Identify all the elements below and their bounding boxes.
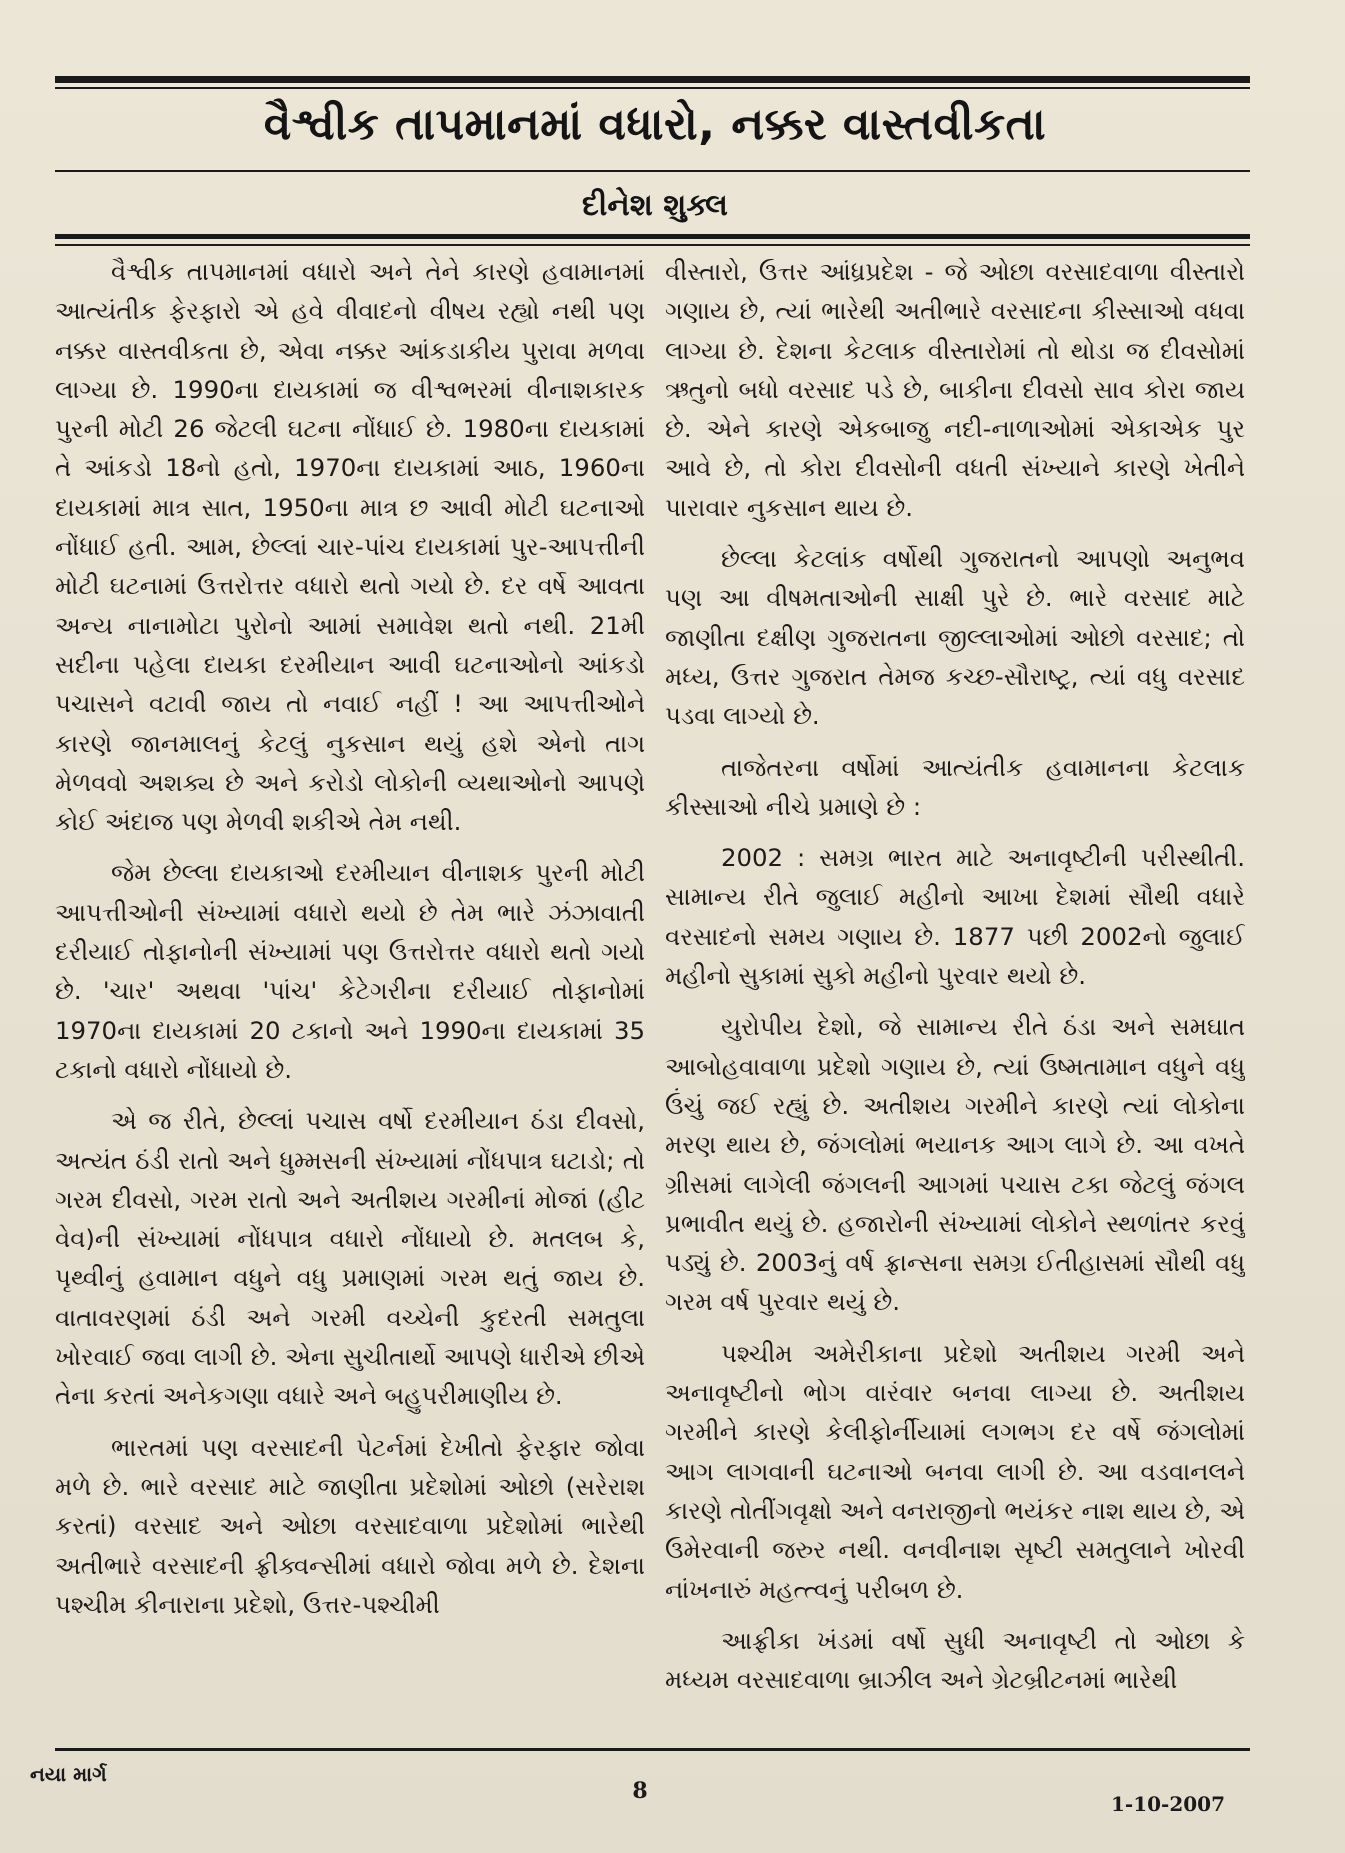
paragraph: યુરોપીય દેશો, જે સામાન્ય રીતે ઠંડા અને સમઘાત આબોહવાવાળા પ્રદેશો ગણાય છે, ત્યાં ઉષ્મતામાન વધુને વધુ ઉંચું જઈ રહ્યું છે. અતીશય ગરમીને કારણે ત્યાં લોકોના મરણ થાય છે, જંગલોમાં ભયાનક આગ લાગે છે. આ વખતે ગ્રીસમાં લાગેલી જંગલની આગમાં પચાસ ટકા જેટલું જંગલ પ્રભાવીત થયું છે. હજારોની સંખ્યામાં લોકોને સ્થળાંતર કરવું પડ્યું છે. 2003નું વર્ષ ફ્રાન્સના સમગ્ર ઈતીહાસમાં સૌથી વધુ ગરમ વર્ષ પુરવાર થયું છે. bbox=[665, 1012, 1245, 1317]
paragraph: પશ્ચીમ અમેરીકાના પ્રદેશો અતીશય ગરમી અને અનાવૃષ્ટીનો ભોગ વારંવાર બનવા લાગ્યા છે. અતીશય ગરમીને કારણે કેલીફોર્નીયામાં લગભગ દર વર્ષે જંગલોમાં આગ લાગવાની ઘટનાઓ બનવા લાગી છે. આ વડવાનલને કારણે તોતીંગવૃક્ષો અને વનરાજીનો ભયંકર નાશ થાય છે, એ ઉમેરવાની જરુર નથી. વનવીનાશ સૃષ્ટી સમતુલાને ખોરવી નાંખનારું મહત્ત્વનું પરીબળ છે. bbox=[665, 1338, 1245, 1604]
page-number: 8 bbox=[632, 1778, 648, 1804]
right-column bbox=[665, 252, 1245, 1732]
footer-rule bbox=[55, 1748, 1250, 1751]
author-name: દીનેશ શુક્લ bbox=[582, 188, 728, 223]
top-rule-thin bbox=[55, 87, 1250, 89]
paragraph: જેમ છેલ્લા દાયકાઓ દરમીયાન વીનાશક પુરની મોટી આપત્તીઓની સંખ્યામાં વધારો થયો છે તેમ ભારે ઝંઝાવાતી દરીયાઈ તોફાનોની સંખ્યામાં પણ ઉત્તરોત્તર વધારો થતો ગયો છે. 'ચાર' અથવા 'પાંચ' કેટેગરીના દરીયાઈ તોફાનોમાં 1970ના દાયકામાં 20 ટકાનો અને 1990ના દાયકામાં 35 ટકાનો વધારો નોંધાયો છે. bbox=[55, 858, 645, 1084]
paragraph: એ જ રીતે, છેલ્લાં પચાસ વર્ષો દરમીયાન ઠંડા દીવસો, અત્યંત ઠંડી રાતો અને ધુમ્મસની સંખ્યામાં નોંધપાત્ર ઘટાડો; તો ગરમ દીવસો, ગરમ રાતો અને અતીશય ગરમીનાં મોજાં (હીટ વેવ)ની સંખ્યામાં નોંધપાત્ર વધારો નોંધાયો છે. મતલબ કે, પૃથ્વીનું હવામાન વધુને વધુ પ્રમાણમાં ગરમ થતું જાય છે. વાતાવરણમાં ઠંડી અને ગરમી વચ્ચેની કુદરતી સમતુલા ખોરવાઈ જવા લાગી છે. એના સુચીતાર્થો આપણે ધારીએ છીએ તેના કરતાં અનેકગણા વધારે અને બહુપરીમાણીય છે. bbox=[55, 1106, 645, 1411]
header-rule-thin bbox=[55, 244, 1250, 246]
magazine-name: નયા માર્ગ bbox=[30, 1762, 107, 1786]
paragraph: ભારતમાં પણ વરસાદની પેટર્નમાં દેખીતો ફેરફાર જોવા મળે છે. ભારે વરસાદ માટે જાણીતા પ્રદેશોમાં ઓછો (સરેરાશ કરતાં) વરસાદ અને ઓછા વરસાદવાળા પ્રદેશોમાં ભારેથી અતીભારે વરસાદની ફ્રીક્વન્સીમાં વધારો જોવા મળે છે. દેશના પશ્ચીમ કીનારાના પ્રદેશો, ઉત્તર-પશ્ચીમી bbox=[55, 1432, 645, 1619]
paragraph: 2002 : સમગ્ર ભારત માટે અનાવૃષ્ટીની પરીસ્થીતી. સામાન્ય રીતે જુલાઈ મહીનો આખા દેશમાં સૌથી વધારે વરસાદનો સમય ગણાય છે. 1877 પછી 2002નો જુલાઈ મહીનો સુકામાં સુકો મહીનો પુરવાર થયો છે. bbox=[665, 843, 1245, 991]
paragraph: વીસ્તારો, ઉત્તર આંધ્રપ્રદેશ - જે ઓછા વરસાદવાળા વીસ્તારો ગણાય છે, ત્યાં ભારેથી અતીભારે વરસાદના કીસ્સાઓ વધવા લાગ્યા છે. દેશના કેટલાક વીસ્તારોમાં તો થોડા જ દીવસોમાં ઋતુનો બધો વરસાદ પડે છે, બાકીના દીવસો સાવ કોરા જાય છે. એને કારણે એકબાજુ નદી-નાળાઓમાં એકાએક પુર આવે છે, તો કોરા દીવસોની વધતી સંખ્યાને કારણે ખેતીને પારાવાર નુકસાન થાય છે. bbox=[665, 257, 1245, 522]
paragraph: આફ્રીકા ખંડમાં વર્ષો સુધી અનાવૃષ્ટી તો ઓછા કે મધ્યમ વરસાદવાળા બ્રાઝીલ અને ગ્રેટબ્રીટનમાં ભારેથી bbox=[665, 1625, 1245, 1695]
top-rule-thick bbox=[55, 76, 1250, 83]
title-underline bbox=[55, 170, 1250, 172]
paragraph: તાજેતરના વર્ષોમાં આત્યંતીક હવામાનના કેટલાક કીસ્સાઓ નીચે પ્રમાણે છે : bbox=[665, 752, 1245, 821]
left-column bbox=[55, 252, 645, 1732]
issue-date: 1-10-2007 bbox=[1110, 1792, 1225, 1816]
header-rule-thick bbox=[55, 234, 1250, 239]
paragraph: વૈશ્વીક તાપમાનમાં વધારો અને તેને કારણે હવામાનમાં આત્યંતીક ફેરફારો એ હવે વીવાદનો વીષય રહ્યો નથી પણ નક્કર વાસ્તવીકતા છે, એવા નક્કર આંકડાકીય પુરાવા મળવા લાગ્યા છે. 1990ના દાયકામાં જ વીશ્વભરમાં વીનાશકારક પુરની મોટી 26 જેટલી ઘટના નોંધાઈ છે. 1980ના દાયકામાં તે આંકડો 18નો હતો, 1970ના દાયકામાં આઠ, 1960ના દાયકામાં માત્ર સાત, 1950ના માત્ર છ આવી મોટી ઘટનાઓ નોંધાઈ હતી. આમ, છેલ્લાં ચાર-પાંચ દાયકામાં પુર-આપત્તીની મોટી ઘટનામાં ઉત્તરોત્તર વધારો થતો ગયો છે. દર વર્ષે આવતા અન્ય નાનામોટા પુરોનો આમાં સમાવેશ થતો નથી. 21મી સદીના પહેલા દાયકા દરમીયાન આવી ઘટનાઓનો આંકડો પચાસને વટાવી જાય તો નવાઈ નહીં ! આ આપત્તીઓને કારણે જાનમાલનું કેટલું નુકસાન થયું હશે એનો તાગ મેળવવો અશક્ય છે અને કરોડો લોકોની વ્યથાઓનો આપણે કોઈ અંદાજ પણ મેળવી શકીએ તેમ નથી. bbox=[55, 257, 645, 837]
paragraph: છેલ્લા કેટલાંક વર્ષોથી ગુજરાતનો આપણો અનુભવ પણ આ વીષમતાઓની સાક્ષી પુરે છે. ભારે વરસાદ માટે જાણીતા દક્ષીણ ગુજરાતના જીલ્લાઓમાં ઓછો વરસાદ; તો મધ્ય, ઉત્તર ગુજરાત તેમજ કચ્છ-સૌરાષ્ટ્ર, ત્યાં વધુ વરસાદ પડવા લાગ્યો છે. bbox=[665, 544, 1245, 731]
article-title: વૈશ્વીક તાપમાનમાં વધારો, નક્કર વાસ્તવીકતા bbox=[263, 99, 1047, 150]
